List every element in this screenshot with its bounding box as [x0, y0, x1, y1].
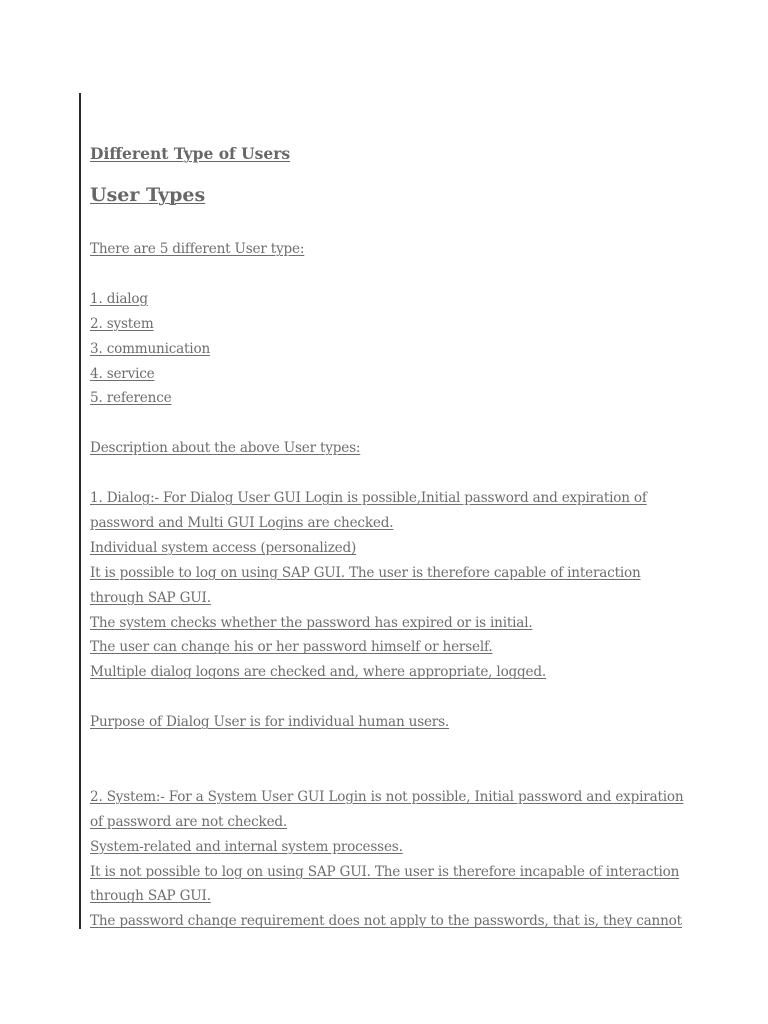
list-item: 4. service: [90, 365, 155, 382]
dialog-line: Multiple dialog logons are checked and, where appropriate, logged.: [90, 664, 547, 681]
left-margin-rule: [79, 93, 81, 929]
intro-text: There are 5 different User type:: [90, 241, 305, 257]
dialog-purpose: Purpose of Dialog User is for individual human users.: [90, 714, 450, 731]
list-item: 5. reference: [90, 390, 172, 407]
system-line: 2. System:- For a System User GUI Login is not possible, Initial password and expiration: [90, 788, 684, 805]
system-line: The password change requirement does not apply to the passwords, that is, they cannot: [90, 913, 682, 930]
system-line: through SAP GUI.: [90, 888, 211, 905]
dialog-section: [90, 486, 710, 735]
dialog-line: Individual system access (personalized): [90, 539, 357, 556]
system-section: [90, 785, 710, 934]
system-line: System-related and internal system processes.: [90, 838, 403, 855]
list-item: 2. system: [90, 315, 154, 332]
heading-user-types: User Types: [90, 184, 206, 206]
dialog-line: The user can change his or her password himself or herself.: [90, 639, 493, 656]
heading-different-type-of-users: Different Type of Users: [90, 144, 291, 163]
list-item: 3. communication: [90, 340, 210, 357]
body-text: [90, 237, 710, 934]
dialog-line: password and Multi GUI Logins are checked.: [90, 514, 394, 531]
system-line: It is not possible to log on using SAP GUI. The user is therefore incapable of interaction: [90, 863, 680, 880]
description-heading: Description about the above User types:: [90, 440, 361, 457]
user-type-list: [90, 287, 710, 412]
list-item: 1. dialog: [90, 290, 148, 307]
dialog-line: It is possible to log on using SAP GUI. The user is therefore capable of interaction: [90, 564, 641, 581]
dialog-line: The system checks whether the password has expired or is initial.: [90, 614, 533, 631]
dialog-line: 1. Dialog:- For Dialog User GUI Login is possible,Initial password and expiration of: [90, 490, 647, 507]
dialog-line: through SAP GUI.: [90, 589, 211, 606]
system-line: of password are not checked.: [90, 813, 288, 830]
